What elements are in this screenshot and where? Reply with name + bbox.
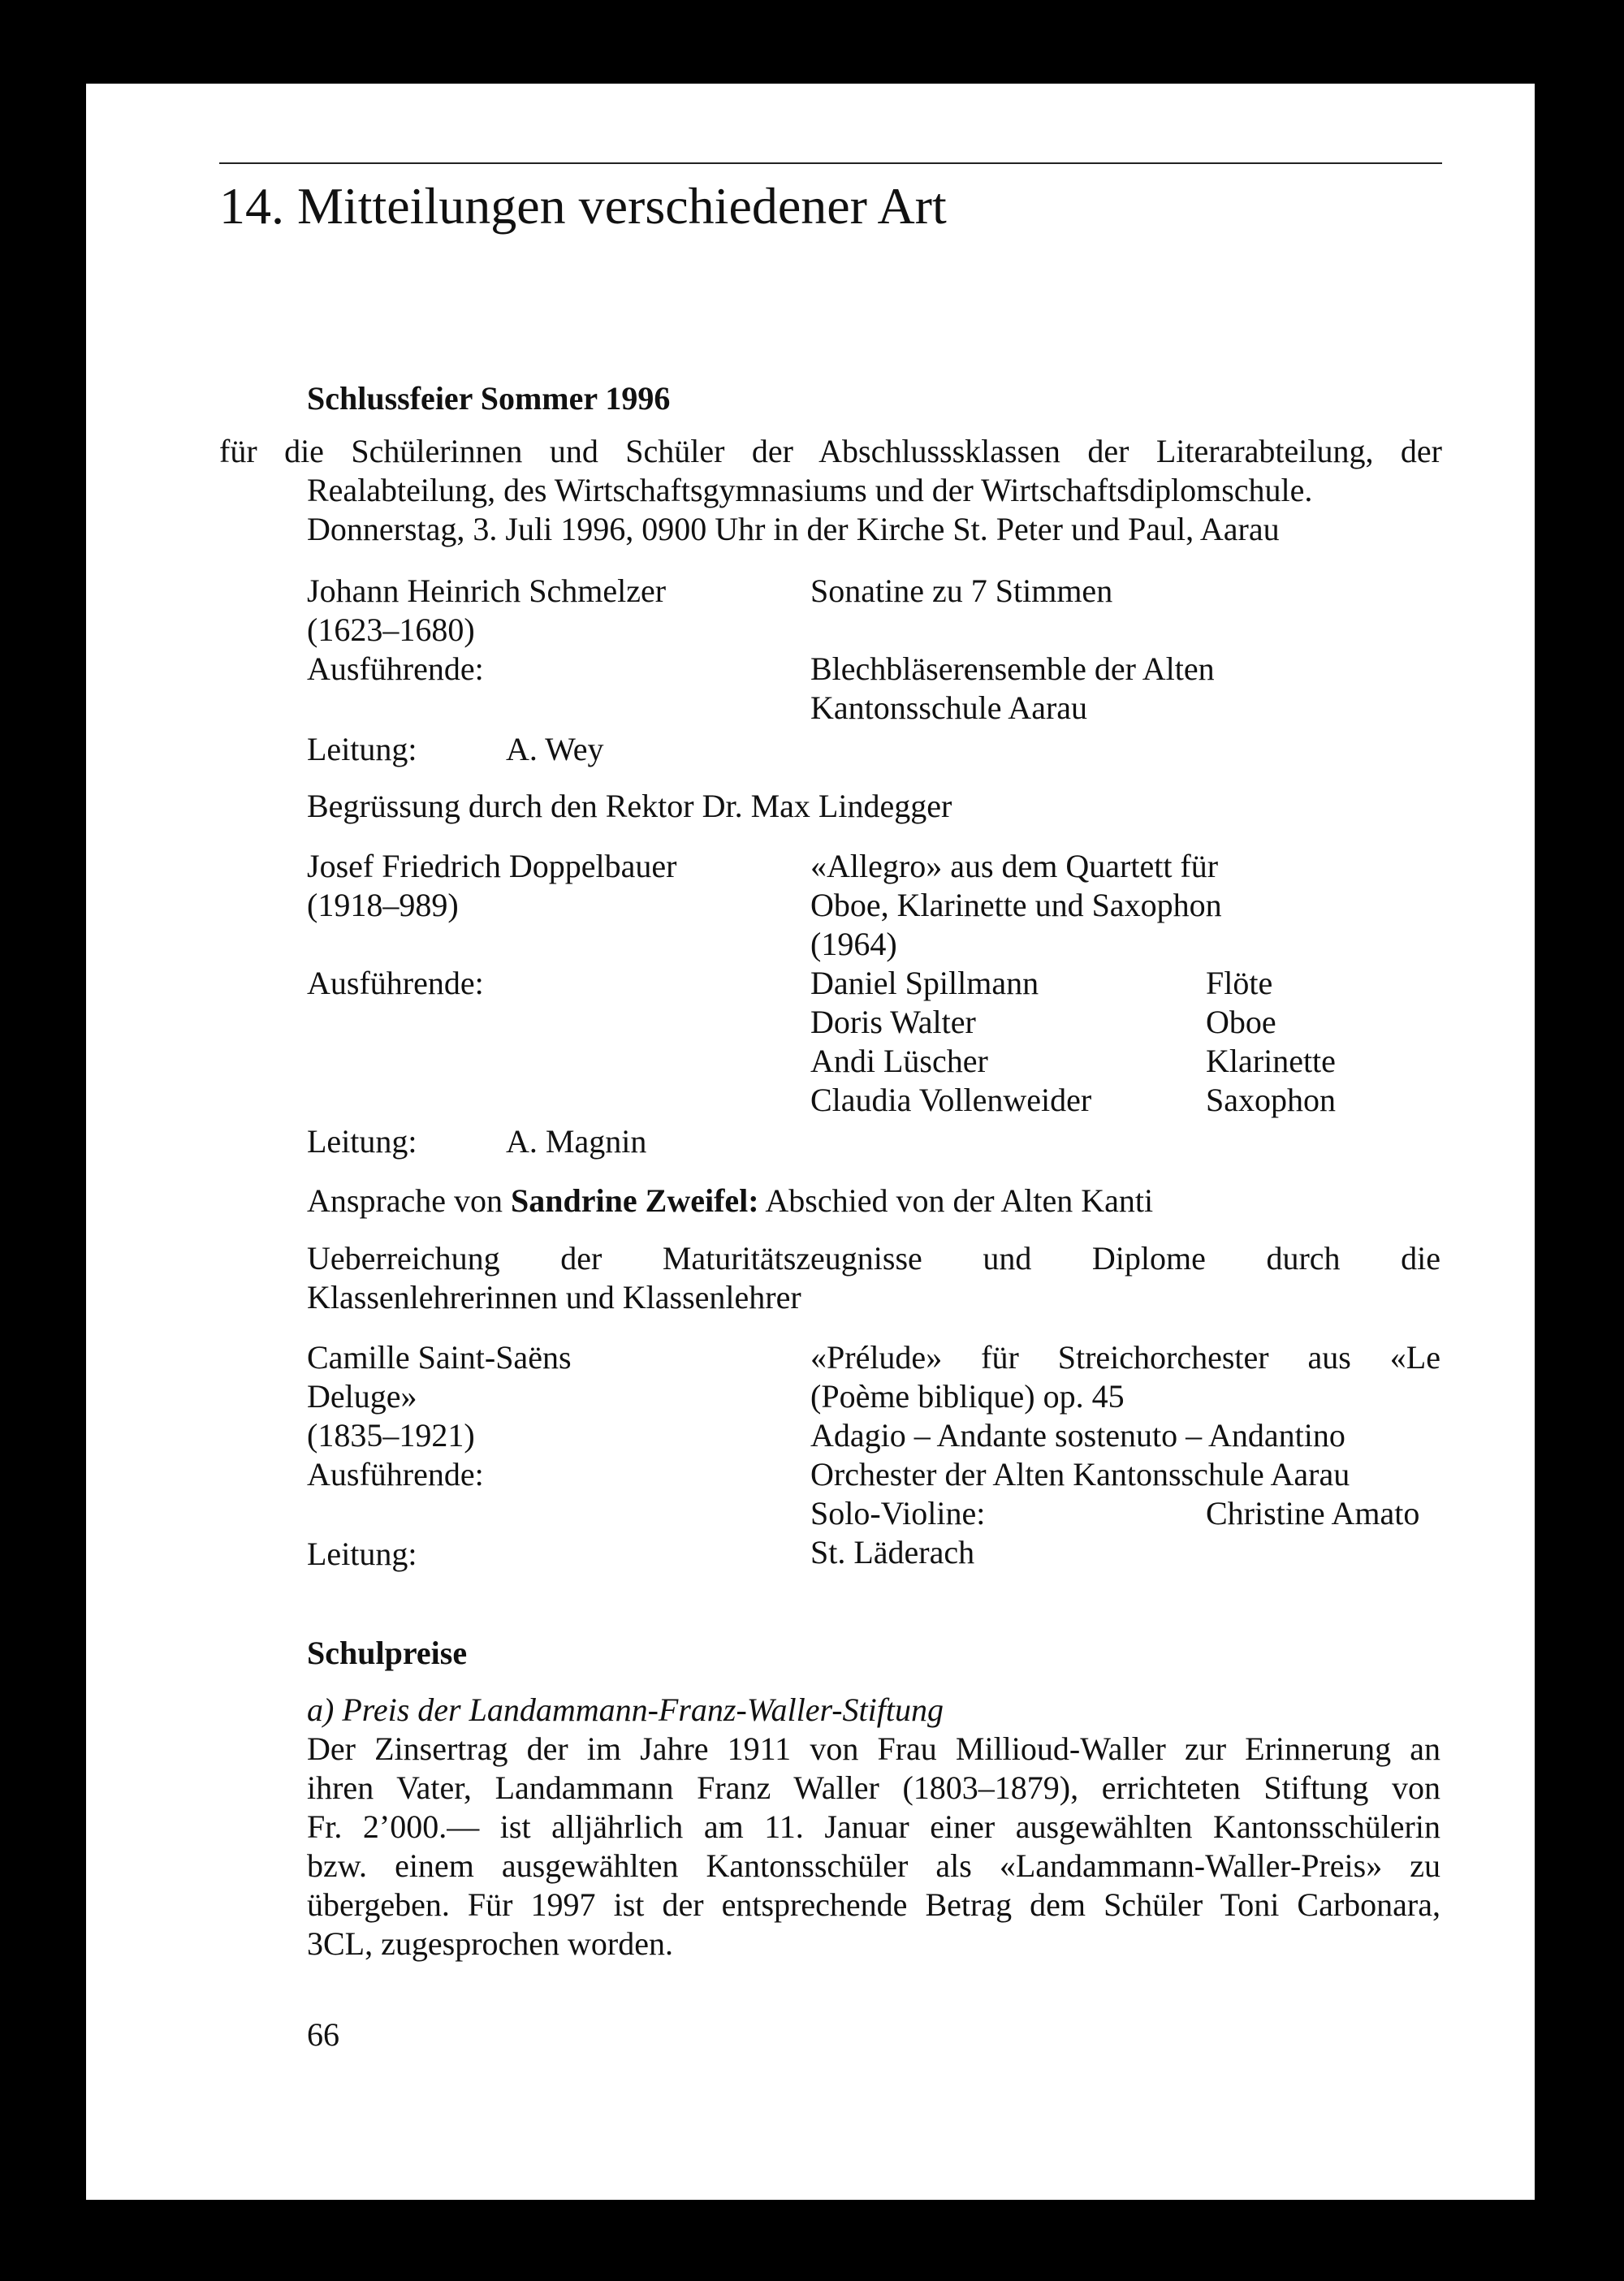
performers-label: Ausführende:: [307, 1456, 484, 1493]
leader-label: Leitung:: [307, 1536, 417, 1572]
word: aus: [1307, 1339, 1351, 1376]
chapter-rule: [219, 162, 1442, 164]
prize-paragraph-line-4: bzw. einem ausgewählten Kantonsschüler als «Landammann-Waller-Preis» zu: [307, 1847, 1440, 1884]
performer-name: Daniel Spillmann: [810, 965, 1039, 1001]
speech-speaker: Sandrine Zweifel:: [511, 1182, 759, 1219]
leader-label: Leitung:: [307, 1123, 417, 1160]
prize-paragraph-line-1: Der Zinsertrag der im Jahre 1911 von Frau Millioud-Waller zur Erinnerung an: [307, 1730, 1440, 1767]
performer-instrument: Oboe: [1206, 1004, 1276, 1040]
composer-dates: (1918–989): [307, 887, 459, 923]
word: Diplome: [1091, 1240, 1206, 1277]
performer-name: Doris Walter: [810, 1004, 976, 1040]
ensemble-line-2: Kantonsschule Aarau: [810, 689, 1088, 726]
solo-name: Christine Amato: [1206, 1495, 1420, 1531]
prize-paragraph-line-2: ihren Vater, Landammann Franz Waller (1803–1879), errichteten Stiftung von: [307, 1769, 1440, 1806]
leader-name: St. Läderach: [810, 1534, 975, 1570]
composer-continuation: Deluge»: [307, 1378, 417, 1415]
work-prelude-line-1: [810, 1338, 1440, 1377]
composer-dates: (1835–1921): [307, 1417, 475, 1454]
performers-label: Ausführende:: [307, 965, 484, 1001]
composer-doppelbauer: Josef Friedrich Doppelbauer: [307, 848, 677, 884]
word: durch: [1266, 1240, 1341, 1277]
ensemble-line-1: Blechbläserensemble der Alten: [810, 650, 1215, 687]
performer-name: Andi Lüscher: [810, 1043, 988, 1079]
performers-label: Ausführende:: [307, 650, 484, 687]
speech-line: [307, 1182, 1153, 1220]
performer-instrument: Klarinette: [1206, 1043, 1336, 1079]
intro-line-3: Donnerstag, 3. Juli 1996, 0900 Uhr in der Kirche St. Peter und Paul, Aarau: [307, 511, 1280, 547]
word: Ueberreichung: [307, 1240, 500, 1277]
composer-dates: (1623–1680): [307, 611, 475, 648]
word: und: [983, 1240, 1032, 1277]
prize-subheading: a) Preis der Landammann-Franz-Waller-Stiftung: [307, 1691, 944, 1728]
prize-paragraph-line-6: 3CL, zugesprochen worden.: [307, 1925, 673, 1962]
work-sonatine: Sonatine zu 7 Stimmen: [810, 572, 1113, 609]
work-prelude-line-2: (Poème biblique) op. 45: [810, 1378, 1125, 1415]
word: «Prélude»: [810, 1339, 943, 1376]
word: «Le: [1389, 1339, 1440, 1376]
leader-label: Leitung:: [307, 731, 417, 767]
handover-line-2: Klassenlehrerinnen und Klassenlehrer: [307, 1279, 801, 1315]
leader-name: A. Wey: [506, 731, 604, 767]
section-heading-schlussfeier: Schlussfeier Sommer 1996: [307, 380, 671, 417]
composer-schmelzer: Johann Heinrich Schmelzer: [307, 572, 667, 609]
chapter-title: 14. Mitteilungen verschiedener Art: [219, 177, 947, 235]
performer-instrument: Saxophon: [1206, 1082, 1336, 1118]
work-allegro-year: (1964): [810, 926, 897, 962]
page-number: 66: [307, 2016, 339, 2053]
speech-prefix: Ansprache von: [307, 1182, 503, 1219]
intro-line-2: Realabteilung, des Wirtschaftsgymnasiums und der Wirtschaftsdiplomschule.: [307, 472, 1313, 508]
greeting-line: Begrüssung durch den Rektor Dr. Max Lindegger: [307, 788, 952, 824]
performer-instrument: Flöte: [1206, 965, 1273, 1001]
work-tempo-marks: Adagio – Andante sostenuto – Andantino: [810, 1417, 1345, 1454]
word: Streichorchester: [1057, 1339, 1269, 1376]
word: Maturitätszeugnisse: [662, 1240, 922, 1277]
work-allegro-line-1: «Allegro» aus dem Quartett für: [810, 848, 1219, 884]
section-heading-schulpreise: Schulpreise: [307, 1635, 468, 1671]
word: der: [560, 1240, 603, 1277]
work-allegro-line-2: Oboe, Klarinette und Saxophon: [810, 887, 1222, 923]
word: die: [1401, 1240, 1440, 1277]
performer-name: Claudia Vollenweider: [810, 1082, 1092, 1118]
speech-title: Abschied von der Alten Kanti: [765, 1182, 1154, 1219]
leader-name: A. Magnin: [506, 1123, 647, 1160]
prize-paragraph-line-5: übergeben. Für 1997 ist der entsprechende Betrag dem Schüler Toni Carbonara,: [307, 1886, 1440, 1923]
composer-saint-saens: Camille Saint-Saëns: [307, 1339, 572, 1376]
prize-paragraph-line-3: Fr. 2’000.— ist alljährlich am 11. Januar einer ausgewählten Kantonsschülerin: [307, 1808, 1440, 1845]
orchestra-name: Orchester der Alten Kantonsschule Aarau: [810, 1456, 1350, 1493]
handover-line-1: [307, 1239, 1440, 1278]
word: für: [981, 1339, 1019, 1376]
intro-line-1: für die Schülerinnen und Schüler der Abschlusssklassen der Literarabteilung, der: [219, 433, 1442, 469]
solo-label: Solo-Violine:: [810, 1495, 986, 1531]
